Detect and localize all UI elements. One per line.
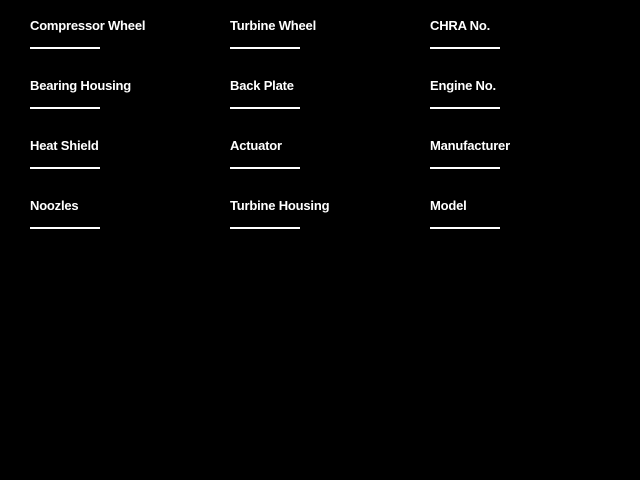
field-label: Compressor Wheel xyxy=(30,18,146,33)
field-heat-shield xyxy=(30,138,210,169)
field-label: CHRA No. xyxy=(430,18,491,33)
field-label: Bearing Housing xyxy=(30,78,132,93)
field-turbine-wheel xyxy=(230,18,410,49)
field-label: Noozles xyxy=(30,198,79,213)
field-value xyxy=(230,36,410,47)
field-value xyxy=(30,36,210,47)
field-back-plate xyxy=(230,78,410,109)
field-value xyxy=(30,96,210,107)
field-input-line[interactable] xyxy=(430,227,500,229)
field-compressor-wheel xyxy=(30,18,210,49)
field-value xyxy=(230,96,410,107)
field-bearing-housing xyxy=(30,78,210,109)
field-input-line[interactable] xyxy=(430,47,500,49)
field-label: Turbine Housing xyxy=(230,198,330,213)
field-input-line[interactable] xyxy=(430,167,500,169)
field-label: Model xyxy=(430,198,467,213)
field-turbine-housing xyxy=(230,198,410,229)
field-input-line[interactable] xyxy=(230,47,300,49)
field-model xyxy=(430,198,610,229)
field-value xyxy=(430,156,610,167)
field-chra-no xyxy=(430,18,610,49)
field-label: Engine No. xyxy=(430,78,496,93)
field-input-line[interactable] xyxy=(30,47,100,49)
field-input-line[interactable] xyxy=(230,167,300,169)
field-label: Actuator xyxy=(230,138,282,153)
field-noozles xyxy=(30,198,210,229)
field-value xyxy=(30,156,210,167)
field-value xyxy=(430,96,610,107)
field-actuator xyxy=(230,138,410,169)
field-value xyxy=(230,216,410,227)
field-label: Heat Shield xyxy=(30,138,99,153)
field-label: Turbine Wheel xyxy=(230,18,316,33)
field-input-line[interactable] xyxy=(30,107,100,109)
field-label: Manufacturer xyxy=(430,138,510,153)
field-value xyxy=(430,36,610,47)
field-value xyxy=(230,156,410,167)
field-input-line[interactable] xyxy=(230,227,300,229)
field-label: Back Plate xyxy=(230,78,294,93)
field-manufacturer xyxy=(430,138,610,169)
field-input-line[interactable] xyxy=(30,167,100,169)
field-input-line[interactable] xyxy=(430,107,500,109)
field-input-line[interactable] xyxy=(230,107,300,109)
field-engine-no xyxy=(430,78,610,109)
field-value xyxy=(430,216,610,227)
field-input-line[interactable] xyxy=(30,227,100,229)
field-value xyxy=(30,216,210,227)
